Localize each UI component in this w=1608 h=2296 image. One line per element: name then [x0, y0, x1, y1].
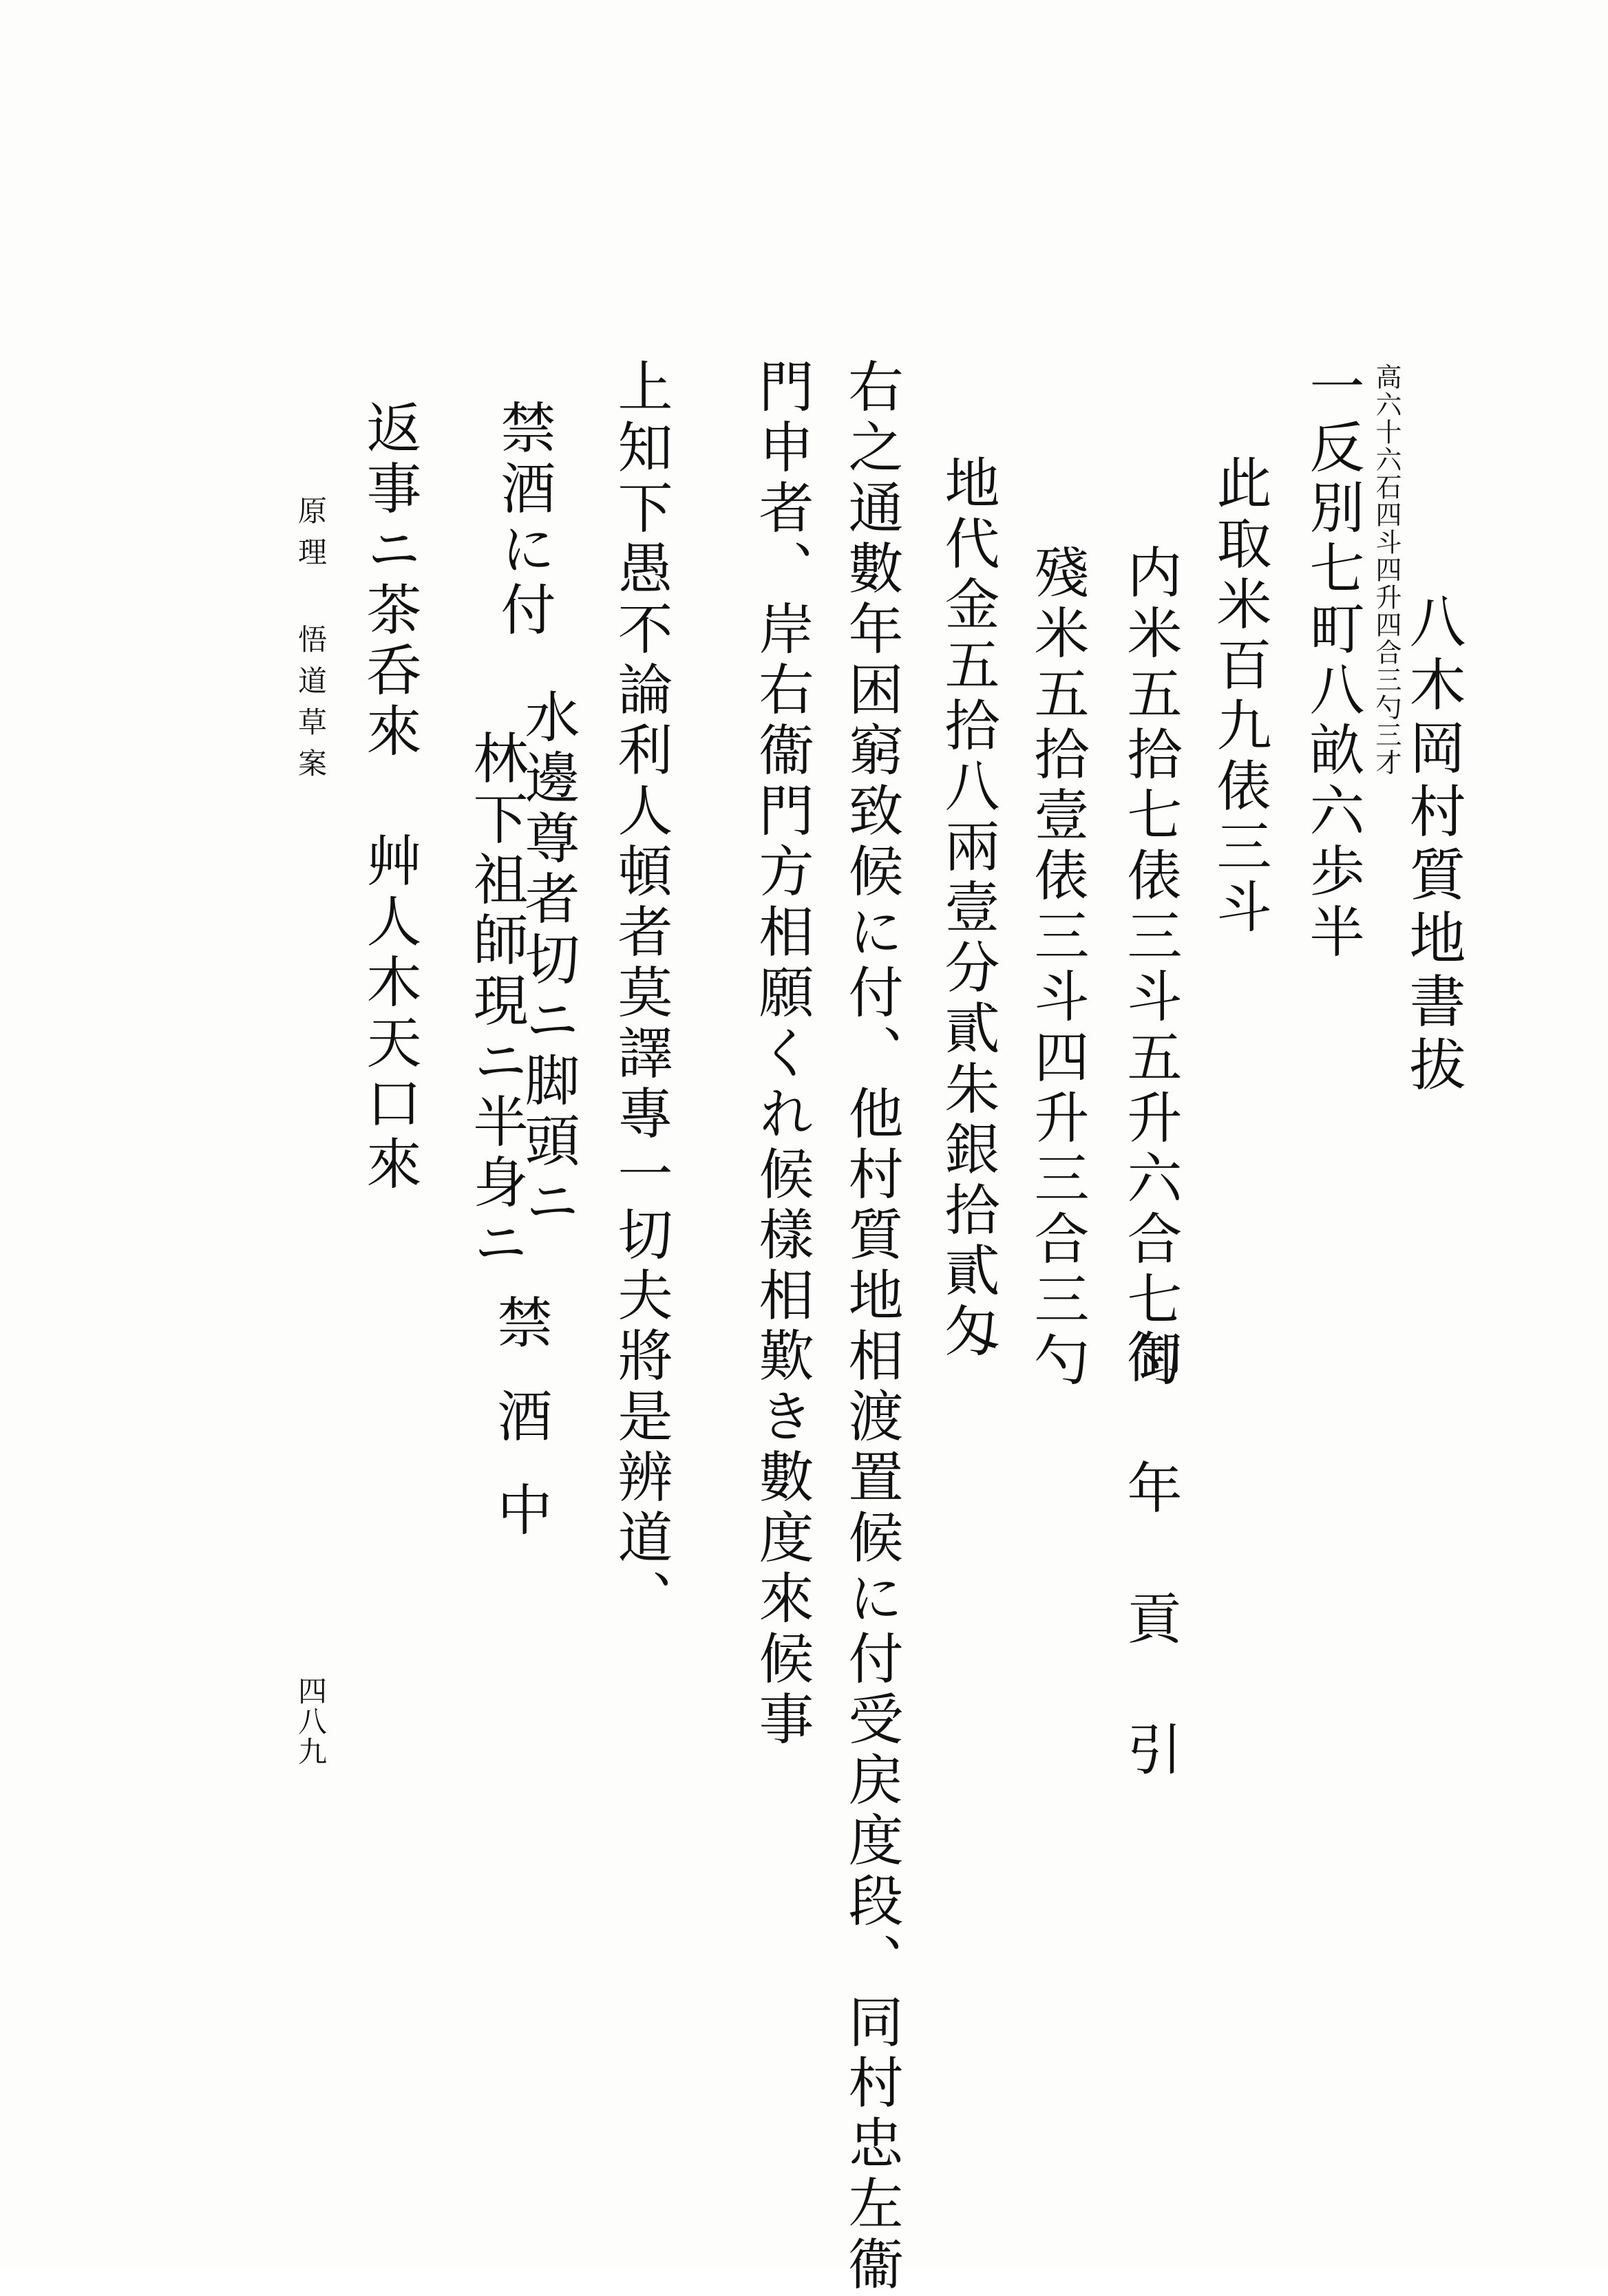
- text-line: 此取米百九俵三斗: [1207, 454, 1271, 939]
- text-line: 内米五拾七俵三斗五升六合七勺: [1118, 544, 1182, 1392]
- text-line: 殘米五拾壹俵三斗四升三合三勺: [1025, 544, 1089, 1392]
- text-line: 返事ニ茶呑來 艸人木天口來: [357, 399, 421, 1195]
- text-line: 右之通數年困窮致候に付、他村質地相渡置候に付受戻度段、同村忠左衞: [839, 358, 903, 2296]
- section-title: 八木岡村質地書拔: [1400, 592, 1466, 1098]
- nengu-label: 御年貢引: [1118, 1328, 1182, 1851]
- running-footer: 原理 悟道草案: [294, 496, 328, 789]
- text-line: 禁酒に付: [491, 399, 556, 641]
- poem-label: 禁酒中: [488, 1294, 552, 1575]
- text-line: 上知下愚不論利人頓者莫譯專一切夫將是辨道、: [609, 358, 673, 1630]
- text-line: 地代金五拾八兩壹分貳朱銀拾貳匁: [935, 454, 999, 1363]
- page-number: 四八九: [294, 1676, 328, 1767]
- text-line: 一反別七町八畝六歩半: [1300, 358, 1364, 964]
- yield-note: 高六十六石四斗四升四合三勺三才: [1371, 363, 1401, 776]
- text-line: 門申者、岸右衞門方相願くれ候樣相歎き數度來候事: [750, 358, 814, 1751]
- poem-line: 林下祖師現ニ半身ニ: [464, 730, 528, 1275]
- poem-line: 水邊尊者切ニ脚頭ニ: [516, 688, 580, 1233]
